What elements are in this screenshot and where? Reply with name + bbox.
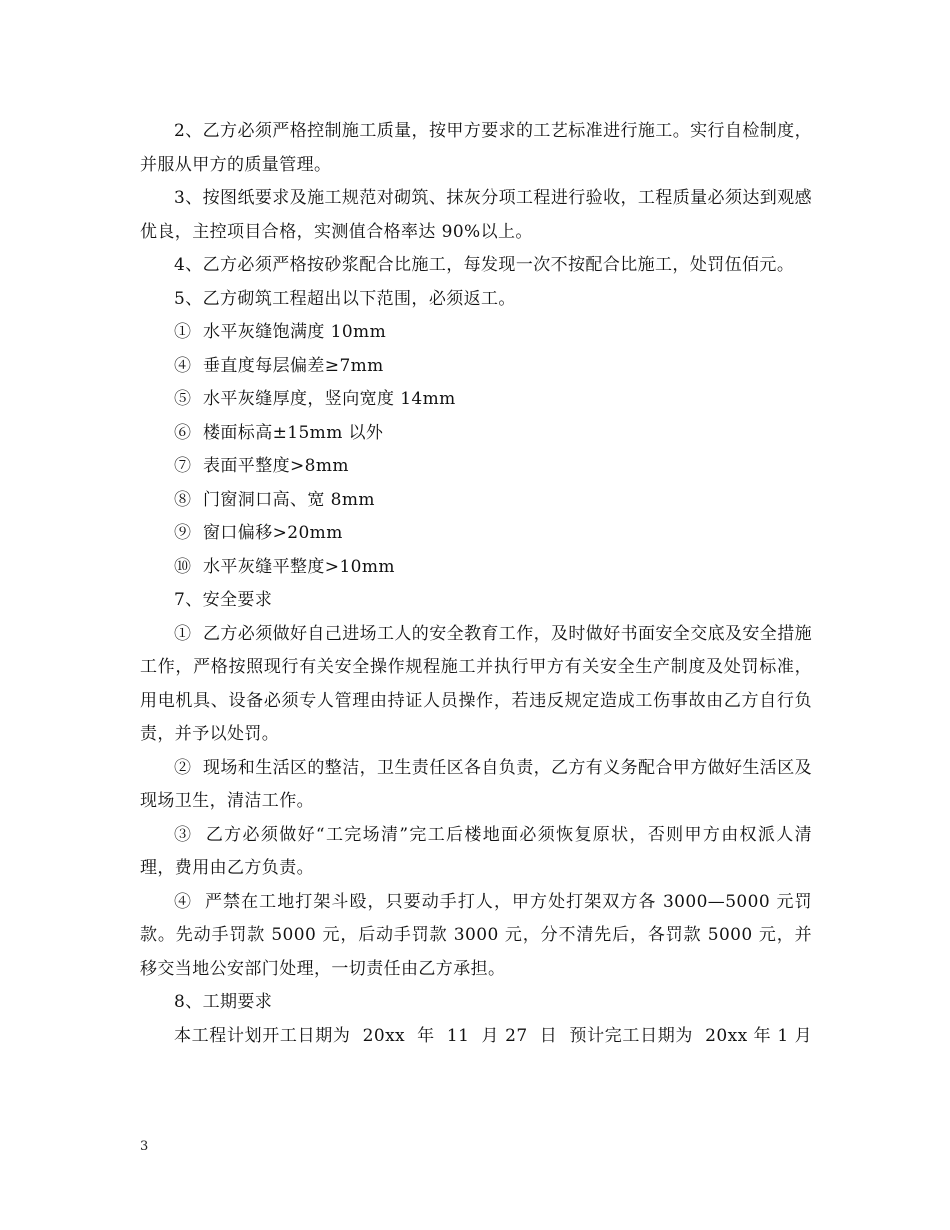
page-number: 3 [140,1139,149,1154]
list-item-verticality: ④ 垂直度每层偏差≥7mm [174,355,384,376]
paragraph-site-hygiene: ② 现场和生活区的整洁，卫生责任区各自负责，乙方有义务配合甲方做好生活区及现场卫生，清洁工作。 [140,757,813,811]
list-item-joint-fullness: ① 水平灰缝饱满度 10mm [174,322,387,342]
paragraph-quality-control: 2、乙方必须严格控制施工质量，按甲方要求的工艺标准进行施工。实行自检制度，并服从甲方的质量管理。 [140,121,812,175]
section-heading-safety: 7、安全要求 [174,590,273,610]
paragraph-fighting-penalty: ④ 严禁在工地打架斗殴，只要动手打人，甲方处打架双方各 3000—5000 元罚款。先动手罚款 5000 元，后动手罚款 3000 元，分不清先后，各罚款 5000 元，并移交当地公安部门处理，一切责任由乙方承担。 [140,891,812,979]
list-item-floor-elevation: ⑥ 楼面标高±15mm 以外 [174,422,384,443]
paragraph-rework-scope: 5、乙方砌筑工程超出以下范围，必须返工。 [174,288,516,309]
list-item-joint-flatness: ⑩ 水平灰缝平整度>10mm [174,556,395,577]
paragraph-schedule-dates: 本工程计划开工日期为 20xx 年 11 月 27 日 预计完工日期为 20xx 年 1 月 [174,1025,812,1046]
list-item-surface-flatness: ⑦ 表面平整度>8mm [174,456,349,476]
paragraph-site-cleanup: ③ 乙方必须做好“工完场清”完工后楼地面必须恢复原状，否则甲方由权派人清理，费用由乙方负责。 [140,824,812,878]
section-heading-schedule: 8、工期要求 [174,992,273,1012]
paragraph-safety-education: ① 乙方必须做好自己进场工人的安全教育工作，及时做好书面安全交底及安全措施工作，严格按照现行有关安全操作规程施工并执行甲方有关安全生产制度及处罚标准，用电机具、设备必须专人管理由持证人员操作，若违反规定造成工伤事故由乙方自行负责，并予以处罚。 [140,623,813,744]
list-item-joint-thickness: ⑤ 水平灰缝厚度，竖向宽度 14mm [174,389,456,409]
list-item-window-offset: ⑨ 窗口偏移>20mm [174,523,343,543]
document-body [140,115,812,1053]
paragraph-mortar-ratio: 4、乙方必须严格按砂浆配合比施工，每发现一次不按配合比施工，处罚伍佰元。 [174,255,795,275]
paragraph-acceptance: 3、按图纸要求及施工规范对砌筑、抹灰分项工程进行验收，工程质量必须达到观感优良，主控项目合格，实测值合格率达 90%以上。 [140,188,812,242]
list-item-opening-size: ⑧ 门窗洞口高、宽 8mm [174,489,375,510]
